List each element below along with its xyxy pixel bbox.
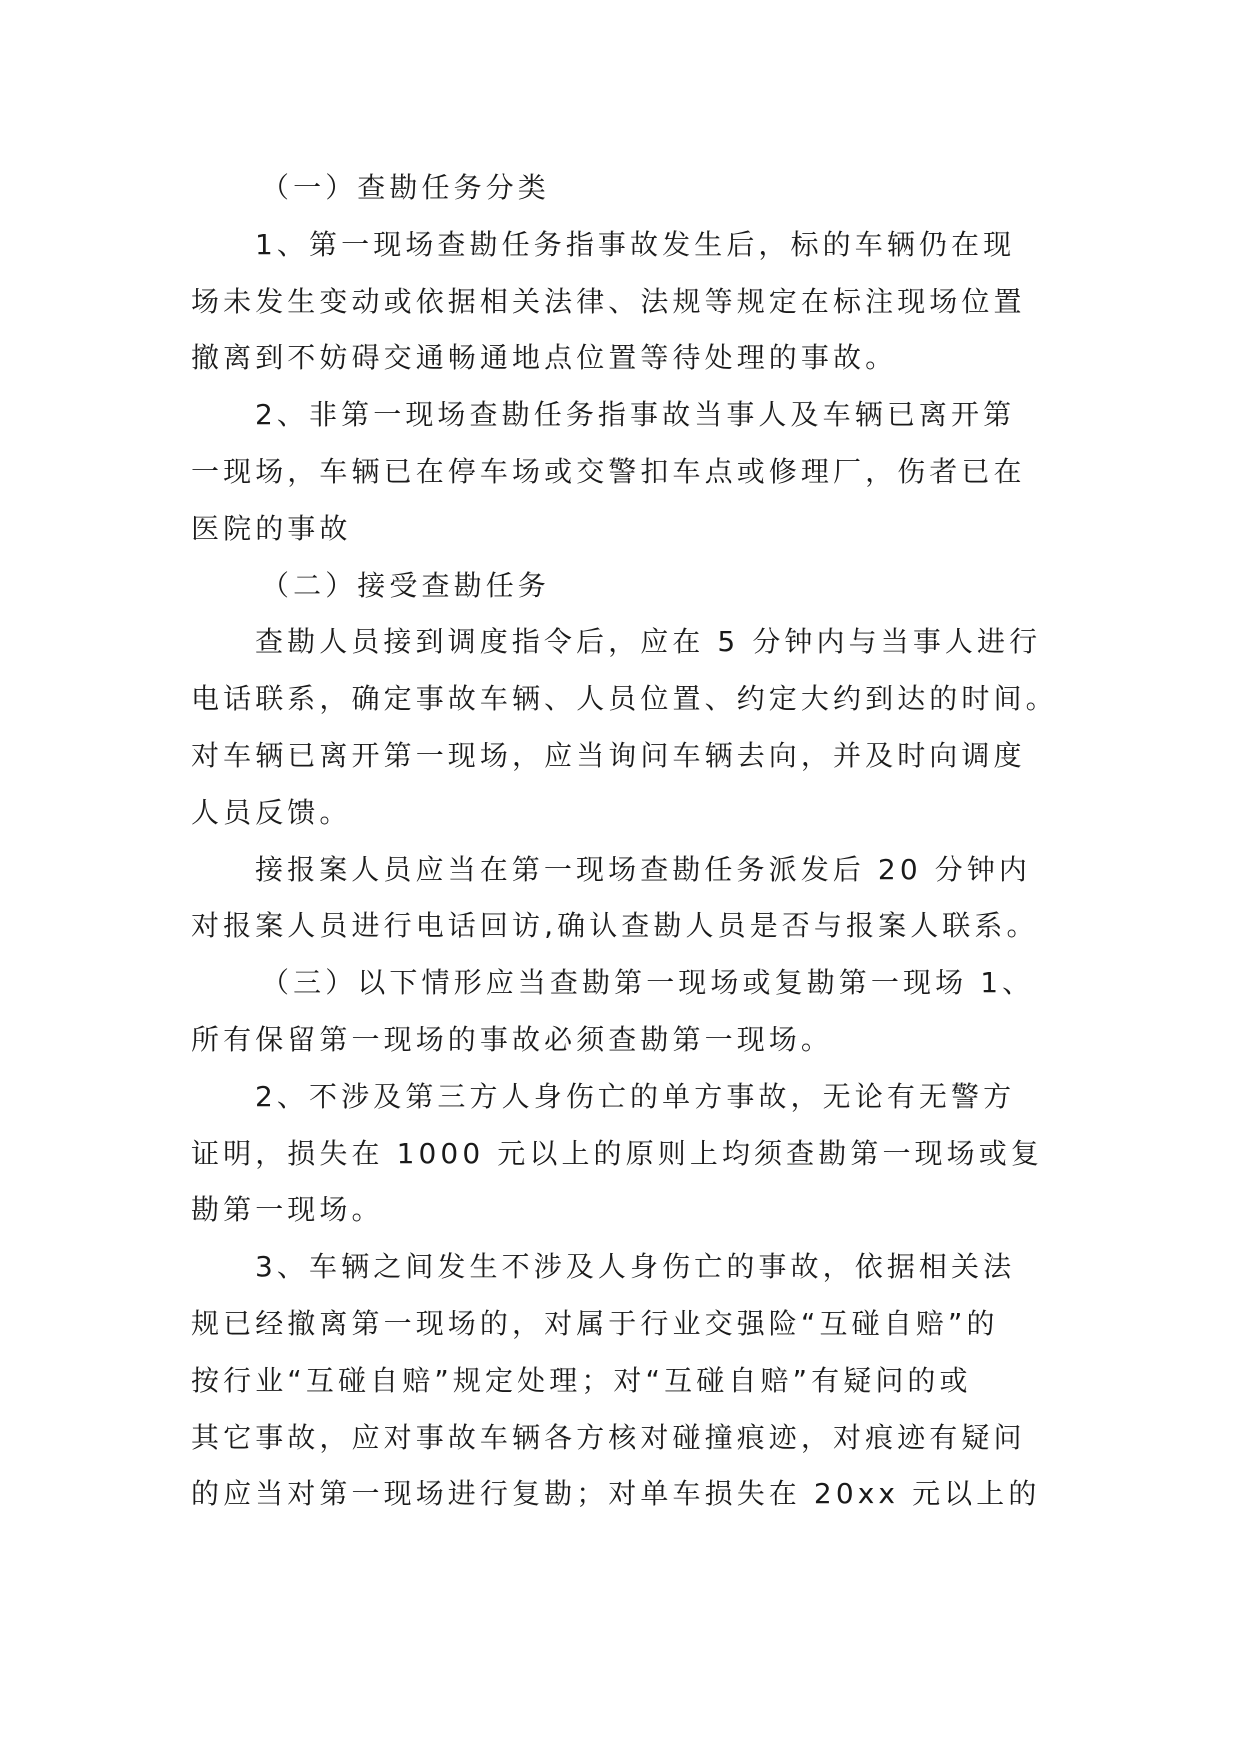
- paragraph-line: 2、不涉及第三方人身伤亡的单方事故，无论有无警方: [255, 1079, 1016, 1113]
- paragraph-line: 医院的事故: [191, 511, 352, 545]
- paragraph-line: 证明，损失在 1000 元以上的原则上均须查勘第一现场或复: [191, 1136, 1043, 1170]
- section-heading: （二）接受查勘任务: [261, 568, 550, 602]
- paragraph-line: 一现场，车辆已在停车场或交警扣车点或修理厂，伤者已在: [191, 454, 1026, 488]
- paragraph-line: 场未发生变动或依据相关法律、法规等规定在标注现场位置: [191, 284, 1026, 318]
- paragraph-line: 撤离到不妨碍交通畅通地点位置等待处理的事故。: [191, 341, 898, 375]
- paragraph-line: 勘第一现场。: [191, 1193, 384, 1227]
- document-body: [191, 160, 1058, 1523]
- section-heading: （三）以下情形应当查勘第一现场或复勘第一现场 1、: [261, 966, 1035, 1000]
- paragraph-line: 其它事故，应对事故车辆各方核对碰撞痕迹，对痕迹有疑问: [191, 1420, 1026, 1454]
- section-heading: （一）查勘任务分类: [261, 171, 550, 204]
- paragraph-line: 3、车辆之间发生不涉及人身伤亡的事故，依据相关法: [255, 1250, 1016, 1284]
- paragraph-line: 的应当对第一现场进行复勘；对单车损失在 20xx 元以上的: [191, 1477, 1041, 1511]
- paragraph-line: 按行业“互碰自赔”规定处理；对“互碰自赔”有疑问的或: [191, 1363, 972, 1397]
- paragraph-line: 查勘人员接到调度指令后，应在 5 分钟内与当事人进行: [255, 625, 1042, 659]
- paragraph-line: 接报案人员应当在第一现场查勘任务派发后 20 分钟内: [255, 852, 1032, 886]
- paragraph-line: 规已经撤离第一现场的，对属于行业交强险“互碰自赔”的: [191, 1306, 999, 1340]
- paragraph-line: 2、非第一现场查勘任务指事故当事人及车辆已离开第: [255, 398, 1016, 432]
- paragraph-line: 对报案人员进行电话回访,确认查勘人员是否与报案人联系。: [191, 909, 1039, 943]
- paragraph-line: 对车辆已离开第一现场，应当询问车辆去向，并及时向调度: [191, 738, 1026, 772]
- paragraph-line: 所有保留第一现场的事故必须查勘第一现场。: [191, 1022, 834, 1056]
- paragraph-line: 人员反馈。: [191, 795, 352, 829]
- paragraph-line: 电话联系，确定事故车辆、人员位置、约定大约到达的时间。: [191, 682, 1058, 716]
- paragraph-line: 1、第一现场查勘任务指事故发生后，标的车辆仍在现: [255, 227, 1016, 261]
